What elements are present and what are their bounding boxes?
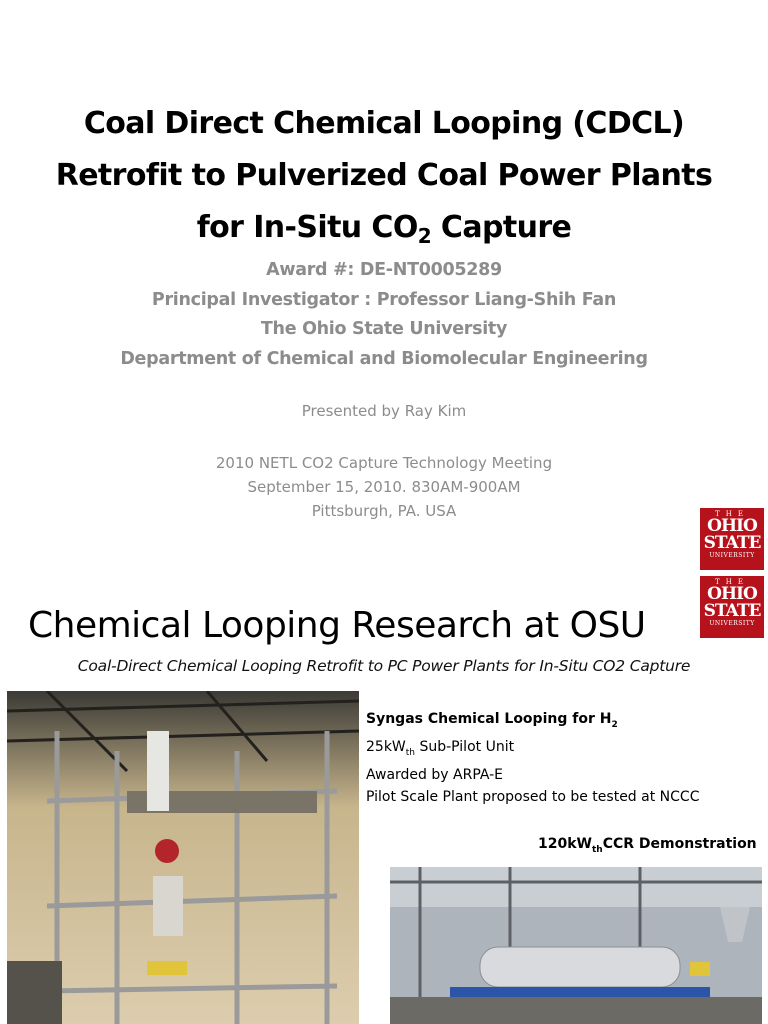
principal-investigator: Principal Investigator : Professor Liang-Shih Fan xyxy=(151,289,617,310)
presenter: Presented by Ray Kim xyxy=(301,402,467,420)
department-name: Department of Chemical and Biomolecular Engineering xyxy=(120,348,648,369)
slide2-title: Chemical Looping Research at OSU xyxy=(28,605,646,646)
ccr-demonstration-photo xyxy=(390,867,762,1024)
title-line-2: Retrofit to Pulverized Coal Power Plants xyxy=(55,158,713,193)
ccr-caption: $120kW_{th}CCR$ Demonstration xyxy=(538,836,757,855)
university-name: The Ohio State University xyxy=(260,319,508,339)
meeting-date: September 15, 2010. 830AM-900AM xyxy=(247,478,521,496)
osu-logo: THE OHIO STATE UNIVERSITY xyxy=(700,508,764,570)
syngas-heading: Syngas Chemical Looping for $H_2$ xyxy=(366,711,618,730)
osu-logo: THE OHIO STATE UNIVERSITY xyxy=(700,576,764,638)
slide2-subtitle: Coal-Direct Chemical Looping Retrofit to PC Power Plants for In-Situ CO2 Capture xyxy=(77,657,691,675)
meeting-name: 2010 NETL CO2 Capture Technology Meeting xyxy=(215,454,553,472)
meeting-info xyxy=(0,451,768,523)
award-line: Awarded by ARPA-E xyxy=(366,766,504,783)
syngas-description xyxy=(366,708,699,808)
meeting-location: Pittsburgh, PA. USA xyxy=(311,502,457,520)
title-line-3: for In-Situ $CO_2$ Capture xyxy=(196,210,572,248)
title-line-1: Coal Direct Chemical Looping (CDCL) xyxy=(83,106,685,141)
project-info xyxy=(0,256,768,374)
sub-pilot-unit-photo xyxy=(7,691,359,1024)
unit-line: $25kW_{th}$ Sub-Pilot Unit xyxy=(366,738,515,758)
award-number: Award #: DE-NT0005289 xyxy=(266,260,502,280)
pilot-line: Pilot Scale Plant proposed to be tested at NCCC xyxy=(366,788,700,805)
slide-title xyxy=(0,98,768,262)
